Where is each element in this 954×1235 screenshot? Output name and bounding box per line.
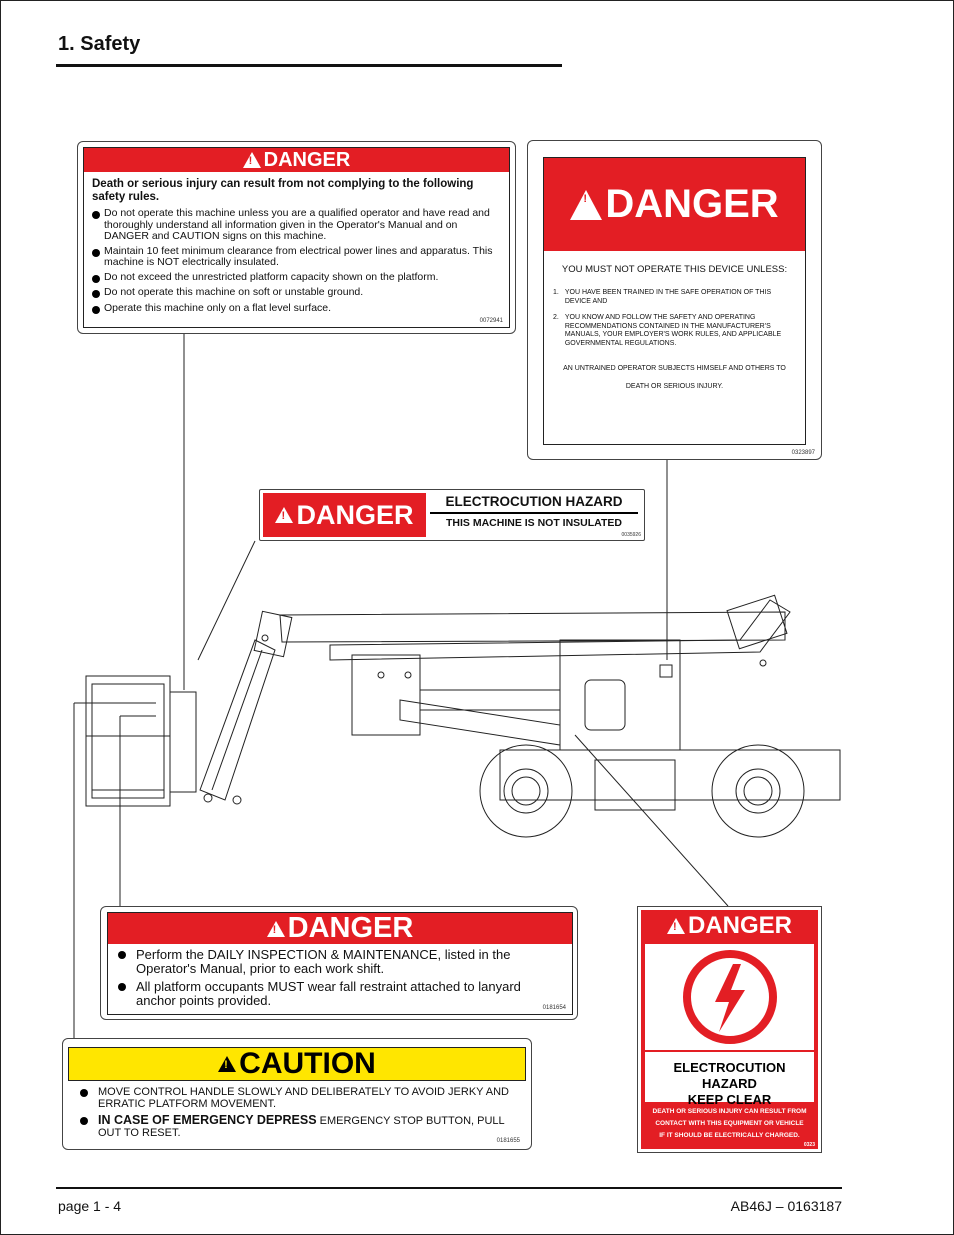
decal6-code: 0323 [803, 1142, 815, 1148]
decal4-code: 0181654 [542, 1005, 566, 1011]
warning-triangle-icon [667, 918, 685, 934]
bullet-icon [92, 306, 100, 314]
decal2-item2: YOU KNOW AND FOLLOW THE SAFETY AND OPERATING RECOMMENDATIONS CONTAINED IN THE MANUFACTURER'S MANUALS, YOUR EMPLOYER'S WORK RULES, AND APPLICABLE GOVERNMENTAL REGULATIONS. [564, 314, 782, 347]
document-id: AB46J – 0163187 [730, 1198, 842, 1214]
decal2-closing2: DEATH OR SERIOUS INJURY. [625, 383, 724, 390]
decal2-item1: YOU HAVE BEEN TRAINED IN THE SAFE OPERATION OF THIS DEVICE AND [564, 289, 772, 305]
decal2-closing1: AN UNTRAINED OPERATOR SUBJECTS HIMSELF AND OTHERS TO [563, 365, 786, 372]
decal6-line1: ELECTROCUTION HAZARD [673, 1060, 786, 1091]
warning-triangle-icon [218, 1056, 236, 1072]
decal3-header: ! DANGER [263, 493, 426, 537]
warning-triangle-icon [275, 507, 293, 523]
decal6-line2: KEEP CLEAR [687, 1092, 772, 1107]
decal4-header: ! DANGER [108, 913, 572, 944]
footer-rule [56, 1187, 842, 1189]
decal2-header: ! DANGER [544, 158, 805, 251]
lightning-panel [645, 944, 814, 1050]
warning-triangle-icon [267, 921, 285, 937]
bullet-icon [92, 211, 100, 219]
bullet-icon [118, 951, 126, 959]
bullet-icon [80, 1089, 88, 1097]
leader-line-6 [575, 735, 728, 906]
decal1-intro: Death or serious injury can result from not complying to the following safety rules. [92, 178, 474, 203]
decal5-code: 0181655 [496, 1138, 520, 1144]
decal3-code: 0035926 [621, 532, 641, 538]
page-number: page 1 - 4 [58, 1198, 122, 1214]
decal1-header: ! DANGER [84, 148, 509, 172]
decal1-code: 0072941 [479, 318, 503, 324]
danger-decal-electrocution [259, 489, 645, 541]
danger-decal-safety-rules: ! DANGER Death or serious injury can result from not complying to the following safety rules. Do not operate this machine unless you are a qualified operator and have read and thoroughly understand all information given in the Operator's Manual and on DANGER and CAUTION signs on this machine. Maintain 10 feet minimum clearance from electrical power lines and apparatus. This machine is NOT electrically insulated. Do not exceed the unrestricted platform capacity shown on the platform. Do not operate this machine on soft or unstable ground. Operate this machine only on a flat level surface. 0072941 [77, 141, 516, 334]
decal5-header: ! CAUTION [68, 1047, 526, 1081]
warning-triangle-icon [570, 190, 602, 220]
decal3-line1: ELECTROCUTION HAZARD [445, 494, 623, 509]
bullet-icon [92, 290, 100, 298]
decal6-header: ! DANGER [641, 910, 818, 942]
bullet-icon [92, 249, 100, 257]
lightning-bolt-icon [645, 944, 814, 1050]
caution-decal-controls: ! CAUTION MOVE CONTROL HANDLE SLOWLY AND DELIBERATELY TO AVOID JERKY AND ERRATIC PLATFORM MOVEMENT. IN CASE OF EMERGENCY DEPRESS EMERGENCY STOP BUTTON, PULL OUT TO RESET. 0181655 [62, 1038, 532, 1150]
page-title: 1. Safety [58, 33, 141, 55]
leader-line-3 [198, 541, 255, 660]
bullet-icon [92, 275, 100, 283]
decal2-lead: YOU MUST NOT OPERATE THIS DEVICE UNLESS: [561, 264, 788, 275]
bullet-icon [80, 1117, 88, 1125]
danger-decal-inspection: ! DANGER Perform the DAILY INSPECTION & MAINTENANCE, listed in the Operator's Manual, prior to each work shift. All platform occupants MUST wear fall restraint attached to lanyard anchor points provided. 0181654 [100, 906, 578, 1020]
danger-decal-keep-clear: ! DANGER ELECTROCUTION HAZARD KEEP CLEAR DEATH OR SERIOUS INJURY CAN RESULT FROM CONTACT WITH THIS EQUIPMENT OR VEHICLE IF IT SHOULD BE ELECTRICALLY CHARGED. 0323 [637, 906, 822, 1153]
warning-triangle-icon [243, 152, 261, 168]
decal2-code: 0323897 [791, 450, 815, 456]
decal3-line2: THIS MACHINE IS NOT INSULATED [446, 517, 622, 529]
bullet-icon [118, 983, 126, 991]
danger-decal-operation: ! DANGER YOU MUST NOT OPERATE THIS DEVICE UNLESS: 1. YOU HAVE BEEN TRAINED IN THE SAFE OPERATION OF THIS DEVICE AND 2. YOU KNOW AND FOLLOW THE SAFETY AND OPERATING RECOMMENDATIONS CONTAINED IN THE MANUFACTURER'S MANUALS, YOUR EMPLOYER'S WORK RULES, AND APPLICABLE GOVERNMENTAL REGULATIONS. AN UNTRAINED OPERATOR SUBJECTS HIMSELF AND OTHERS TO DEATH OR SERIOUS INJURY. 0323897 [527, 140, 822, 460]
